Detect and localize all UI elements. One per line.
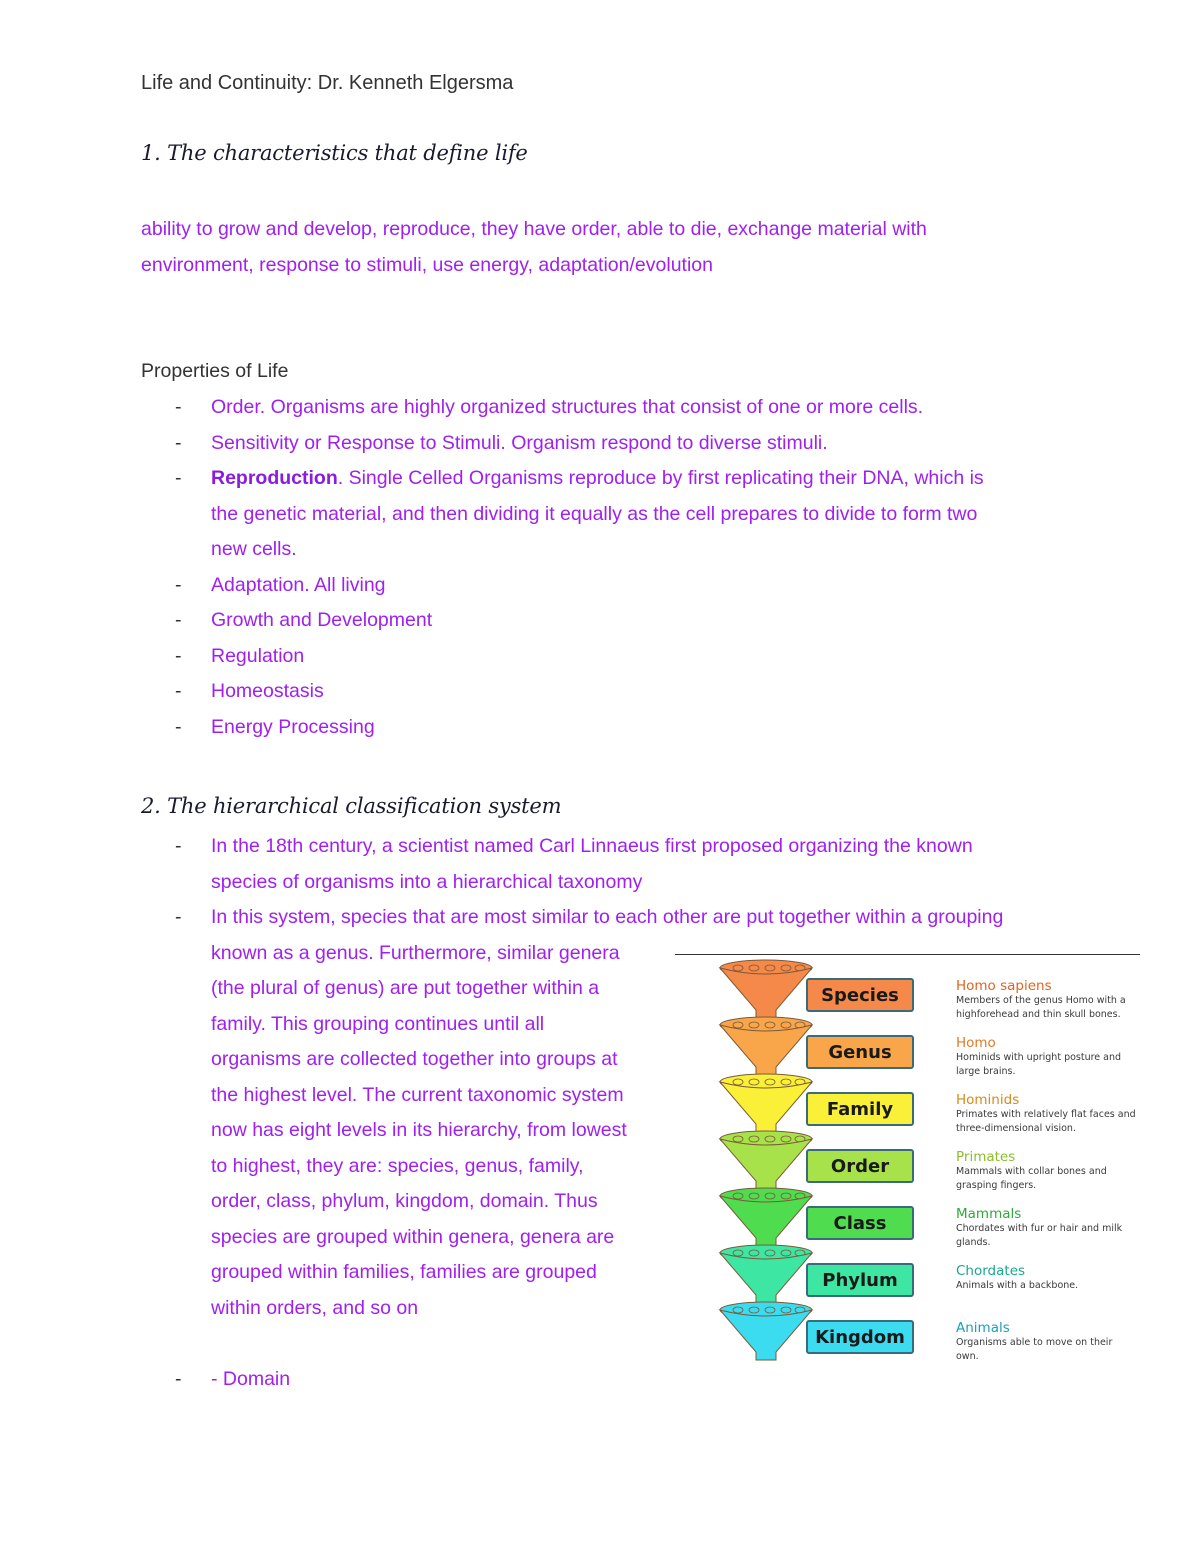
list-item-text: Regulation [211,644,305,667]
bullet-dash: - [175,644,182,667]
bullet-dash: - [175,573,182,596]
list-item-text: Growth and Development [211,609,433,631]
bullet-dash: - [175,609,182,631]
reproduction-text: new cells. [211,538,297,560]
taxon-example [956,1263,1136,1293]
bullet-line: the highest level. The current taxonomic system [211,1083,624,1106]
bullet-line: organisms are collected together into groups at [211,1048,618,1070]
funnel-body [720,1310,812,1360]
taxon-level-box: Genus [806,1035,914,1069]
reproduction-term: Reproduction [211,467,338,489]
list-item-text: - Domain [211,1367,291,1390]
list-item [0,461,984,568]
taxon-example [956,978,1136,1022]
list-item-text: Adaptation. All living [211,573,386,596]
taxon-example-name: Mammals [956,1206,1022,1222]
list-item [0,603,984,639]
list-item [0,390,984,426]
taxon-example-name: Homo sapiens [956,978,1052,994]
taxon-example [956,1206,1136,1250]
taxon-example-desc: Mammals with collar bones and grasping fingers. [956,1166,1107,1191]
funnel-body [720,1025,812,1075]
bullet-line: to highest, they are: species, genus, family, [211,1154,584,1177]
section-1-body-line: ability to grow and develop, reproduce, they have order, able to die, exchange material with [141,218,927,240]
section-1-heading: 1. The characteristics that define life [141,141,528,165]
taxon-example-desc: Members of the genus Homo with a highforehead and thin skull bones. [956,995,1126,1020]
taxon-example-desc: Primates with relatively flat faces and three-dimensional vision. [956,1109,1136,1134]
taxon-level-box: Species [806,978,914,1012]
taxon-example [956,1320,1136,1364]
taxon-level-box: Order [806,1149,914,1183]
list-item-text: Homeostasis [211,680,324,702]
bullet-dash: - [175,1367,182,1390]
bullet-line: grouped within families, families are grouped [211,1261,597,1283]
taxon-level-box: Class [806,1206,914,1240]
list-item [0,639,984,675]
bullet-line: order, class, phylum, kingdom, domain. Thus [211,1190,598,1212]
list-item [0,426,984,462]
bullet-dash: - [175,835,182,857]
bullet-line: In this system, species that are most similar to each other are put together within a grouping [211,906,1004,928]
taxon-example-desc: Organisms able to move on their own. [956,1337,1113,1362]
taxon-example-name: Chordates [956,1263,1026,1279]
list-item [0,674,984,710]
funnel-body [720,1253,812,1303]
taxon-level-box: Kingdom [806,1320,914,1354]
taxon-example [956,1092,1136,1136]
section-1-body-line: environment, response to stimuli, use energy, adaptation/evolution [141,253,713,276]
funnel-body [720,1196,812,1246]
list-item-text: Order. Organisms are highly organized structures that consist of one or more cells. [211,396,924,418]
bullet-line: family. This grouping continues until all [211,1012,545,1035]
list-item-text: Energy Processing [211,715,375,738]
funnel-body [720,1082,812,1132]
list-item-text [211,829,1003,900]
bullet-line: species are grouped within genera, genera are [211,1225,615,1248]
taxon-example [956,1149,1136,1193]
taxon-example-desc: Animals with a backbone. [956,1280,1079,1291]
bullet-line: In the 18th century, a scientist named Carl Linnaeus first proposed organizing the known [211,835,973,857]
bullet-line: (the plural of genus) are put together within a [211,977,600,999]
properties-title: Properties of Life [141,360,289,382]
figure-rule-line [675,954,1140,955]
list-item-text: Sensitivity or Response to Stimuli. Organism respond to diverse stimuli. [211,431,828,454]
bullet-dash: - [175,906,182,928]
taxon-example-desc: Chordates with fur or hair and milk glands. [956,1223,1123,1248]
bullet-dash: - [175,680,182,702]
taxon-example-name: Primates [956,1149,1016,1165]
document-header: Life and Continuity: Dr. Kenneth Elgersma [141,72,514,94]
reproduction-text: the genetic material, and then dividing it equally as the cell prepares to divide to form two [211,502,978,525]
section-2-heading: 2. The hierarchical classification system [141,794,562,818]
taxon-example [956,1035,1136,1079]
bullet-line: known as a genus. Furthermore, similar genera [211,941,620,964]
bullet-dash: - [175,396,182,418]
taxon-level-box: Phylum [806,1263,914,1297]
list-item [0,710,984,746]
bullet-dash: - [175,431,182,454]
taxonomy-figure [712,958,1142,1378]
list-item-text [211,461,984,568]
taxon-example-desc: Hominids with upright posture and large brains. [956,1052,1122,1077]
properties-list [0,390,984,745]
funnel-body [720,1139,812,1189]
bullet-dash: - [175,715,182,738]
taxon-example-name: Homo [956,1035,996,1051]
section-1-body [141,212,1021,283]
bullet-line: within orders, and so on [211,1296,419,1319]
bullet-line: species of organisms into a hierarchical taxonomy [211,870,643,893]
bullet-line: now has eight levels in its hierarchy, from lowest [211,1119,627,1141]
list-item [0,829,1003,900]
funnel-body [720,968,812,1018]
taxon-example-name: Hominids [956,1092,1020,1108]
bullet-dash: - [175,467,182,489]
taxon-level-box: Family [806,1092,914,1126]
list-item [0,568,984,604]
reproduction-text: . Single Celled Organisms reproduce by first replicating their DNA, which is [337,467,984,489]
taxon-example-name: Animals [956,1320,1010,1336]
